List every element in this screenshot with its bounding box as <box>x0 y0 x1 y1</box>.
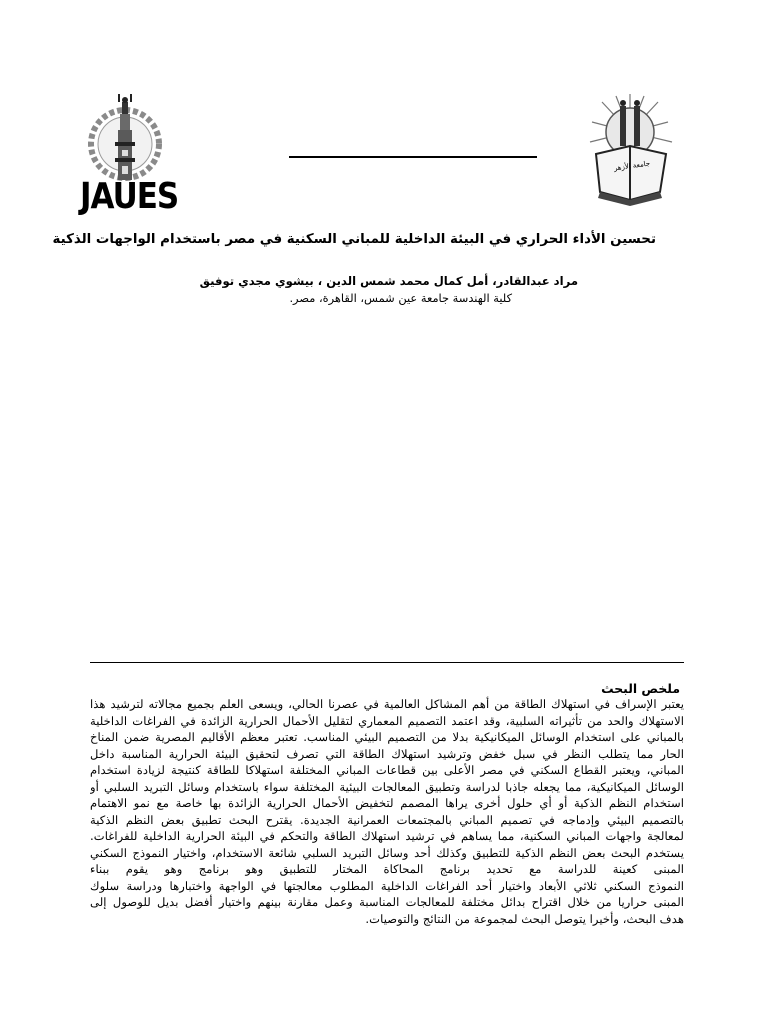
azhar-seal-icon <box>588 92 674 212</box>
abstract-line: المباني، ويعتبر القطاع السكني في مصر الأعلى بين قطاعات المباني المختلفة استهلاكا للطاقة كنتيجة لزيادة استخدام <box>90 763 684 777</box>
abstract-line: بالتصميم البيئي وإدماجه في تصميم المباني بالمجتمعات العمرانية الجديدة. يقترح البحث تطبيق بعض النظم الذكية <box>90 812 684 827</box>
abstract-line: المبنى كعينة للدراسة مع تحديد برنامج المحاكاة المختار للتطبيق وهو برنامج وهو يقوم ببناء <box>90 862 684 876</box>
abstract-line: يستخدم البحث بعض النظم الذكية للتطبيق وكذلك أحد وسائل التبريد السلبي شائعة الاستخدام، واختيار النموذج السكني <box>90 845 684 860</box>
paper-affiliation: كلية الهندسة جامعة عين شمس، القاهرة، مصر. <box>289 291 512 305</box>
paper-title: تحسين الأداء الحراري في البيئة الداخلية للمباني السكنية في مصر باستخدام الواجهات الذكية <box>52 232 656 247</box>
jaues-journal-logo <box>78 92 179 218</box>
abstract-divider <box>90 662 684 663</box>
journal-logo-text: JAUES <box>80 176 179 218</box>
abstract-line: المبنى حراريا من خلال اقتراح بدائل مختلفة للمعالجات المناسبة وعمل مقارنة بينهم واختيار أفضل بديل للوصول إلى <box>90 895 684 909</box>
abstract-line: هدف البحث، وأخيرا يتوصل البحث لمجموعة من النتائج والتوصيات. <box>365 911 684 926</box>
abstract-line: لمعالجة واجهات المباني السكنية، مما يساهم في ترشيد استهلاك الطاقة والتحكم في البيئة الحرارية الداخلية للفراغات. <box>90 829 684 843</box>
abstract-heading: ملخص البحث <box>601 681 680 696</box>
university-seal-logo <box>588 92 674 212</box>
abstract-line: الحار مما يتطلب النظر في سبل خفض وترشيد استهلاك الطاقة التي تصرف لتحقيق البيئة الحرارية المناسبة داخل <box>90 746 684 761</box>
university-seal-text: جامعة الأزهر <box>613 159 651 173</box>
abstract-line: يعتبر الإسراف في استهلاك الطاقة من أهم المشاكل العالمية في عصرنا الحالي، ويسعى العلم بجميع مجالاته لترشيد هذا <box>90 697 684 711</box>
abstract-line: الوسائل الميكانيكية، مما يجعله جاذبا لدراسة وتطبيق المعالجات البيئية المختلفة سواء باستخدام وسائل التبريد السلبي أو <box>90 779 684 794</box>
abstract-line: استخدام النظم الذكية أو أي حلول أخرى يراها المصمم لتخفيض الأحمال الحرارية الزائدة بها خاصة مع نمو الاهتمام <box>90 796 684 810</box>
abstract-line: بالمباني على استخدام الوسائل الميكانيكية بدلا من التصميم البيئي المناسب. تعتبر معظم الأقاليم المصرية ضمن المناخ <box>90 730 684 744</box>
header-divider <box>289 156 537 158</box>
paper-authors: مراد عبدالقادر، أمل كمال محمد شمس الدين ، بيشوي مجدي توفيق <box>199 274 578 288</box>
abstract-body <box>90 696 684 927</box>
abstract-line: النموذج السكني ثلاثي الأبعاد واختيار أحد الفراغات الداخلية المطلوب معالجتها في الواجهة واختبارها ودراسة سلوك <box>90 878 684 893</box>
abstract-line: الاستهلاك والحد من تأثيراته السلبية، وقد اعتمد التصميم المعماري لتقليل الأحمال الحرارية الزائدة في الفراغات الداخلية <box>90 713 684 728</box>
